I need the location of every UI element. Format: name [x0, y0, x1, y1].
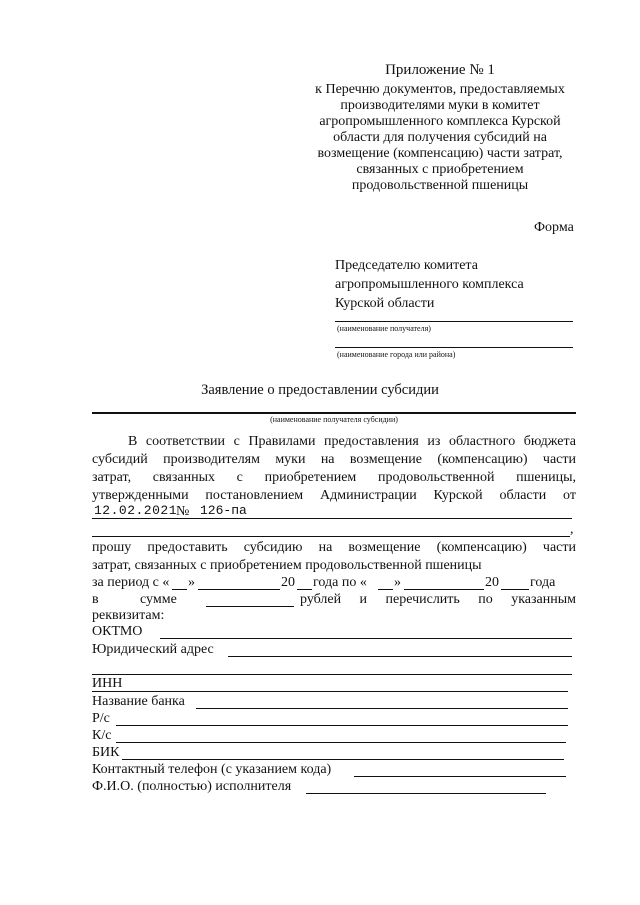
decree-date[interactable]: 12.02.2021: [94, 503, 178, 518]
form-label: Форма: [534, 220, 574, 235]
paragraph-line: затрат, связанных с приобретением продовольственной пшеницы,: [92, 470, 576, 485]
paragraph-line: В соответствии с Правилами предоставления из областного бюджета: [128, 434, 576, 449]
city-line[interactable]: [335, 347, 573, 348]
period-to-month[interactable]: [404, 589, 484, 590]
period-to-label: года по «: [313, 575, 367, 590]
sum-word: сумме: [140, 592, 177, 607]
decree-line[interactable]: [92, 518, 572, 519]
quote-close: »: [188, 575, 195, 590]
period-from-day[interactable]: [172, 589, 187, 590]
appendix-line: к Перечню документов, предоставляемых: [315, 82, 565, 97]
period-to-day[interactable]: [378, 589, 393, 590]
bank-label: Название банка: [92, 694, 185, 709]
paragraph-line: субсидий производителям муки на возмещение (компенсацию) части: [92, 452, 576, 467]
bank-field[interactable]: [196, 708, 568, 709]
sum-rest: рублей и перечислить по указанным: [300, 592, 576, 607]
paragraph-line: утвержденными постановлением Администрации Курской области от: [92, 488, 576, 503]
address-field-continuation[interactable]: [92, 674, 572, 675]
recipient-name-line[interactable]: [335, 321, 573, 322]
appendix-line: агропромышленного комплекса Курской: [319, 114, 561, 129]
appendix-line: производителями муки в комитет: [340, 98, 540, 113]
appendix-description: [295, 82, 585, 194]
addressee-line: Курской области: [335, 296, 435, 311]
oktmo-field[interactable]: [160, 638, 572, 639]
city-caption: (наименование города или района): [337, 350, 456, 359]
recipient-caption: (наименование получателя): [337, 324, 431, 333]
appendix-line: связанных с приобретением: [356, 162, 524, 177]
inn-label: ИНН: [92, 676, 123, 691]
requisites-label: реквизитам:: [92, 608, 165, 623]
inn-field[interactable]: [92, 691, 568, 692]
addressee-line: агропромышленного комплекса: [335, 277, 524, 292]
executor-field[interactable]: [306, 793, 546, 794]
document-heading: Заявление о предоставлении субсидии: [201, 382, 439, 398]
paragraph-line: прошу предоставить субсидию на возмещение (компенсацию) части: [92, 540, 576, 555]
sum-v: в: [92, 592, 99, 607]
period-twenty: 20: [485, 575, 499, 590]
rs-label: Р/с: [92, 711, 110, 726]
bik-field[interactable]: [122, 759, 564, 760]
quote-close: »: [394, 575, 401, 590]
bik-label: БИК: [92, 745, 120, 760]
period-twenty: 20: [281, 575, 295, 590]
executor-label: Ф.И.О. (полностью) исполнителя: [92, 779, 292, 794]
period-year-label: года: [530, 575, 556, 590]
address-label: Юридический адрес: [92, 642, 214, 657]
rs-field[interactable]: [116, 725, 568, 726]
ks-field[interactable]: [116, 742, 566, 743]
appendix-line: области для получения субсидий на: [333, 130, 547, 145]
sum-input[interactable]: [206, 606, 294, 607]
appendix-title: Приложение № 1: [385, 62, 495, 78]
addressee-line: Председателю комитета: [335, 258, 478, 273]
paragraph-line: затрат, связанных с приобретением продовольственной пшеницы: [92, 558, 482, 573]
period-prefix: за период с «: [92, 575, 170, 590]
period-to-year[interactable]: [501, 589, 529, 590]
decree-number[interactable]: 126-па: [200, 503, 247, 518]
decree-number-label: №: [176, 504, 190, 519]
period-from-month[interactable]: [198, 589, 280, 590]
phone-field[interactable]: [354, 776, 566, 777]
period-from-year[interactable]: [297, 589, 312, 590]
address-field[interactable]: [228, 656, 572, 657]
addressee: [335, 256, 524, 313]
oktmo-label: ОКТМО: [92, 624, 143, 639]
comma: ,: [570, 522, 574, 537]
ks-label: К/с: [92, 728, 112, 743]
decree-continuation-line[interactable]: [92, 536, 570, 537]
recipient-subsidy-caption: (наименование получателя субсидии): [270, 415, 398, 424]
recipient-subsidy-line[interactable]: [92, 412, 576, 414]
appendix-line: возмещение (компенсацию) части затрат,: [317, 146, 563, 161]
appendix-line: продовольственной пшеницы: [351, 178, 529, 193]
phone-label: Контактный телефон (с указанием кода): [92, 762, 332, 777]
